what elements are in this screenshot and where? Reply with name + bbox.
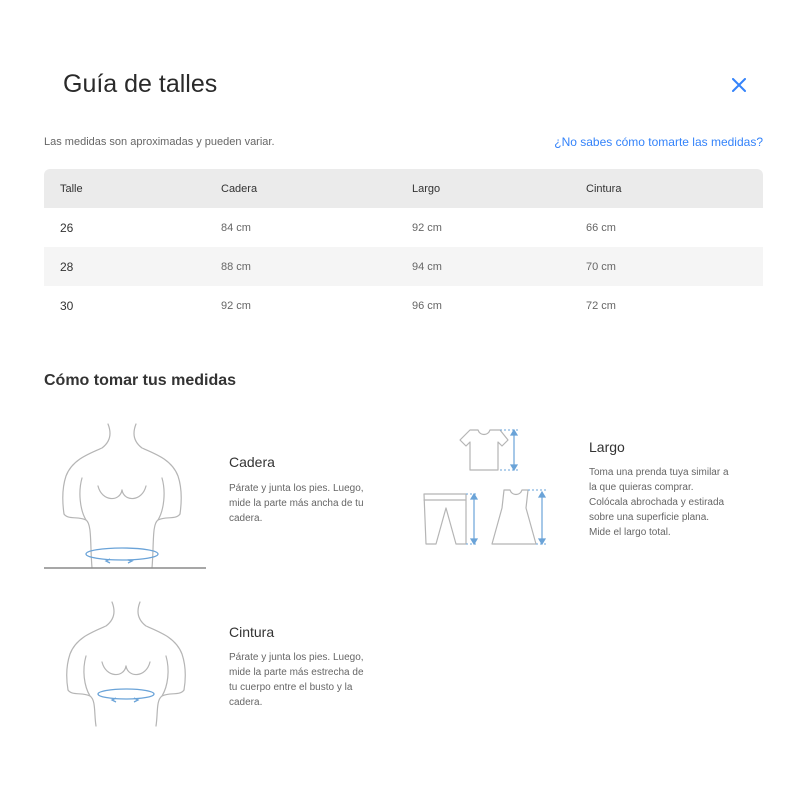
cadera-description (229, 481, 364, 526)
pants-icon (424, 494, 466, 544)
cintura-desc-line: tu cuerpo entre el busto y la (229, 682, 353, 693)
table-row (44, 208, 763, 247)
header-largo: Largo (412, 169, 586, 208)
table-row (44, 247, 763, 286)
cadera-desc-line: mide la parte más ancha de tu (229, 498, 364, 509)
cell-largo: 96 cm (412, 299, 442, 312)
cell-cintura: 66 cm (586, 221, 616, 234)
cell-largo: 94 cm (412, 247, 586, 286)
table-header-row (44, 169, 763, 208)
largo-desc-line: sobre una superficie plana. (589, 512, 710, 523)
waist-measure-illustration (56, 598, 196, 728)
largo-desc-line: Colócala abrochada y estirada (589, 497, 725, 508)
largo-desc-line: la que quieras comprar. (589, 482, 694, 493)
largo-description (589, 465, 729, 540)
cell-cadera: 88 cm (221, 247, 412, 286)
tshirt-icon (460, 430, 508, 470)
cell-cadera: 84 cm (221, 221, 251, 234)
cell-talle: 28 (44, 247, 221, 286)
cell-cintura: 70 cm (586, 247, 763, 286)
cell-cadera: 92 cm (221, 299, 251, 312)
cell-cintura: 72 cm (586, 299, 616, 312)
cintura-desc-line: cadera. (229, 697, 263, 708)
close-icon (732, 78, 746, 92)
cintura-desc-line: mide la parte más estrecha de (229, 667, 364, 678)
table-row (44, 286, 763, 325)
cell-talle: 26 (60, 220, 74, 235)
cintura-title: Cintura (229, 624, 275, 640)
disclaimer-text: Las medidas son aproximadas y pueden variar. (44, 136, 275, 148)
header-talle: Talle (44, 169, 221, 208)
dress-icon (492, 490, 536, 544)
cell-talle: 30 (60, 298, 74, 313)
cell-largo: 92 cm (412, 221, 442, 234)
page-title: Guía de talles (63, 70, 218, 98)
length-measure-illustration (418, 424, 554, 552)
cadera-desc-line: Párate y junta los pies. Luego, (229, 483, 364, 494)
cintura-description (229, 650, 364, 710)
size-table (44, 169, 763, 325)
cintura-desc-line: Párate y junta los pies. Luego, (229, 652, 364, 663)
cadera-title: Cadera (229, 454, 275, 470)
hip-measure-illustration (44, 420, 208, 572)
largo-desc-line: Toma una prenda tuya similar a (589, 467, 729, 478)
header-cintura: Cintura (586, 169, 763, 208)
close-button[interactable] (727, 73, 751, 97)
howto-measure-link[interactable]: ¿No sabes cómo tomarte las medidas? (554, 135, 763, 149)
largo-desc-line: Mide el largo total. (589, 527, 671, 538)
largo-title: Largo (589, 439, 625, 455)
howto-section-title: Cómo tomar tus medidas (44, 372, 237, 389)
cadera-desc-line: cadera. (229, 513, 263, 524)
header-cadera: Cadera (221, 169, 412, 208)
